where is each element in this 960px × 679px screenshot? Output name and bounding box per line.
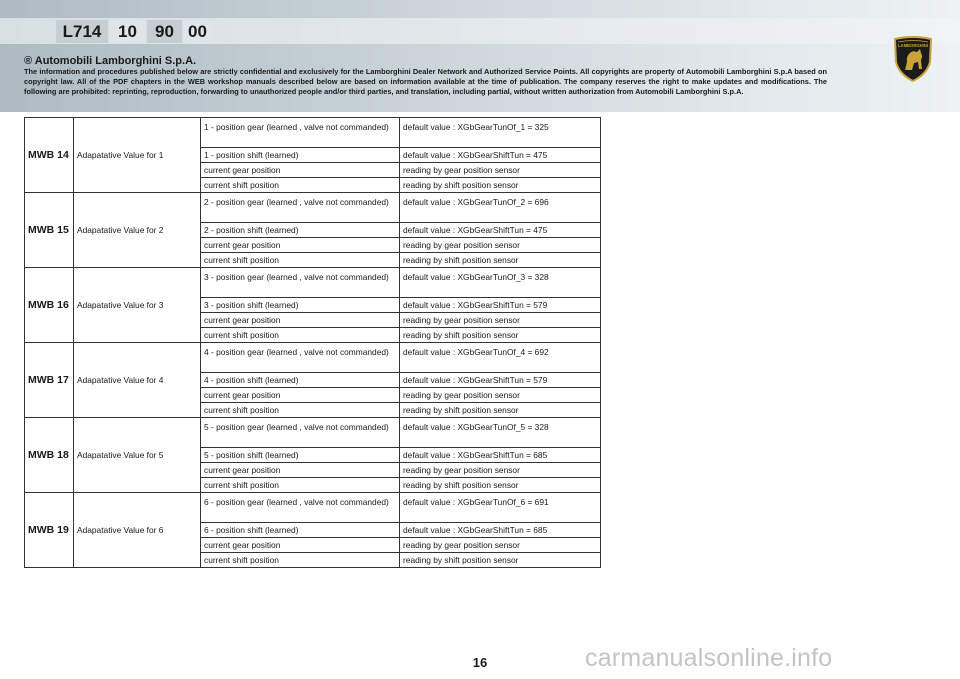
mwb-description-cell: Adapatative Value for 3 (74, 268, 201, 343)
value-cell: reading by gear position sensor (400, 238, 601, 253)
value-cell: reading by shift position sensor (400, 403, 601, 418)
copyright-title: ® Automobili Lamborghini S.p.A. (24, 55, 197, 67)
parameter-cell: current shift position (201, 328, 400, 343)
watermark: carmanualsonline.info (585, 644, 833, 672)
parameter-cell: 2 - position gear (learned , valve not commanded) (201, 193, 400, 223)
mwb-id-cell: MWB 17 (25, 343, 74, 418)
value-cell: default value : XGbGearTunOf_2 = 696 (400, 193, 601, 223)
value-cell: default value : XGbGearTunOf_3 = 328 (400, 268, 601, 298)
doc-code-model: L714 (56, 20, 108, 43)
value-cell: default value : XGbGearShiftTun = 579 (400, 298, 601, 313)
table-row (25, 118, 601, 148)
parameter-cell: current gear position (201, 313, 400, 328)
parameter-cell: 5 - position gear (learned , valve not commanded) (201, 418, 400, 448)
table-row (25, 193, 601, 223)
parameter-cell: 6 - position shift (learned) (201, 523, 400, 538)
parameter-cell: current gear position (201, 238, 400, 253)
mwb-description-cell: Adapatative Value for 5 (74, 418, 201, 493)
parameter-cell: current gear position (201, 538, 400, 553)
value-cell: reading by gear position sensor (400, 163, 601, 178)
mwb-description-cell: Adapatative Value for 6 (74, 493, 201, 568)
value-cell: reading by gear position sensor (400, 463, 601, 478)
parameter-cell: current shift position (201, 553, 400, 568)
svg-text:LAMBORGHINI: LAMBORGHINI (897, 43, 929, 48)
parameter-cell: current shift position (201, 478, 400, 493)
table-row (25, 493, 601, 523)
parameter-cell: 2 - position shift (learned) (201, 223, 400, 238)
table-row (25, 418, 601, 448)
value-cell: reading by gear position sensor (400, 538, 601, 553)
mwb-id-cell: MWB 14 (25, 118, 74, 193)
doc-code-group: 10 (110, 20, 145, 43)
parameter-cell: current gear position (201, 463, 400, 478)
mwb-id-cell: MWB 15 (25, 193, 74, 268)
parameter-cell: current shift position (201, 403, 400, 418)
value-cell: reading by gear position sensor (400, 313, 601, 328)
table-row (25, 343, 601, 373)
mwb-description-cell: Adapatative Value for 2 (74, 193, 201, 268)
value-cell: reading by shift position sensor (400, 478, 601, 493)
parameter-cell: 6 - position gear (learned , valve not commanded) (201, 493, 400, 523)
doc-code-subgroup: 90 (147, 20, 182, 43)
mwb-description-cell: Adapatative Value for 4 (74, 343, 201, 418)
mwb-description-cell: Adapatative Value for 1 (74, 118, 201, 193)
parameter-cell: 4 - position shift (learned) (201, 373, 400, 388)
copyright-text: The information and procedures published below are strictly confidential and exclusively for the Lamborghini Dealer Network and Authorized Service Points. All copyrights are property of Automobili Lamborghini S.p.A based on copyright law. All of the PDF chapters in the WEB workshop manuals described below are based on information available at the time of publication. The company reserves the right to make updates and modifications. The following are prohibited: reprinting, reproduction, forwarding to unauthorized people and/or third parties, and translation, including partial, without written authorization from Automobili Lamborghini S.p.A. (24, 67, 827, 97)
parameter-cell: 4 - position gear (learned , valve not commanded) (201, 343, 400, 373)
parameter-cell: current shift position (201, 178, 400, 193)
parameter-cell: 1 - position gear (learned , valve not commanded) (201, 118, 400, 148)
value-cell: reading by shift position sensor (400, 253, 601, 268)
mwb-id-cell: MWB 16 (25, 268, 74, 343)
value-cell: default value : XGbGearShiftTun = 579 (400, 373, 601, 388)
value-cell: default value : XGbGearShiftTun = 685 (400, 523, 601, 538)
page-number: 16 (472, 655, 488, 670)
parameter-cell: 1 - position shift (learned) (201, 148, 400, 163)
parameter-cell: current shift position (201, 253, 400, 268)
doc-code-section: 00 (184, 20, 211, 43)
value-cell: default value : XGbGearShiftTun = 475 (400, 223, 601, 238)
value-cell: reading by shift position sensor (400, 328, 601, 343)
parameter-cell: current gear position (201, 388, 400, 403)
lamborghini-shield-logo (893, 36, 933, 82)
value-cell: default value : XGbGearTunOf_6 = 691 (400, 493, 601, 523)
table-row (25, 268, 601, 298)
value-cell: reading by shift position sensor (400, 553, 601, 568)
value-cell: default value : XGbGearShiftTun = 685 (400, 448, 601, 463)
value-cell: default value : XGbGearShiftTun = 475 (400, 148, 601, 163)
value-cell: default value : XGbGearTunOf_1 = 325 (400, 118, 601, 148)
parameter-cell: 5 - position shift (learned) (201, 448, 400, 463)
mwb-id-cell: MWB 19 (25, 493, 74, 568)
value-cell: default value : XGbGearTunOf_4 = 692 (400, 343, 601, 373)
parameter-cell: 3 - position gear (learned , valve not commanded) (201, 268, 400, 298)
parameter-cell: current gear position (201, 163, 400, 178)
mwb-id-cell: MWB 18 (25, 418, 74, 493)
adaptive-values-table (24, 117, 601, 568)
value-cell: reading by gear position sensor (400, 388, 601, 403)
value-cell: reading by shift position sensor (400, 178, 601, 193)
value-cell: default value : XGbGearTunOf_5 = 328 (400, 418, 601, 448)
parameter-cell: 3 - position shift (learned) (201, 298, 400, 313)
